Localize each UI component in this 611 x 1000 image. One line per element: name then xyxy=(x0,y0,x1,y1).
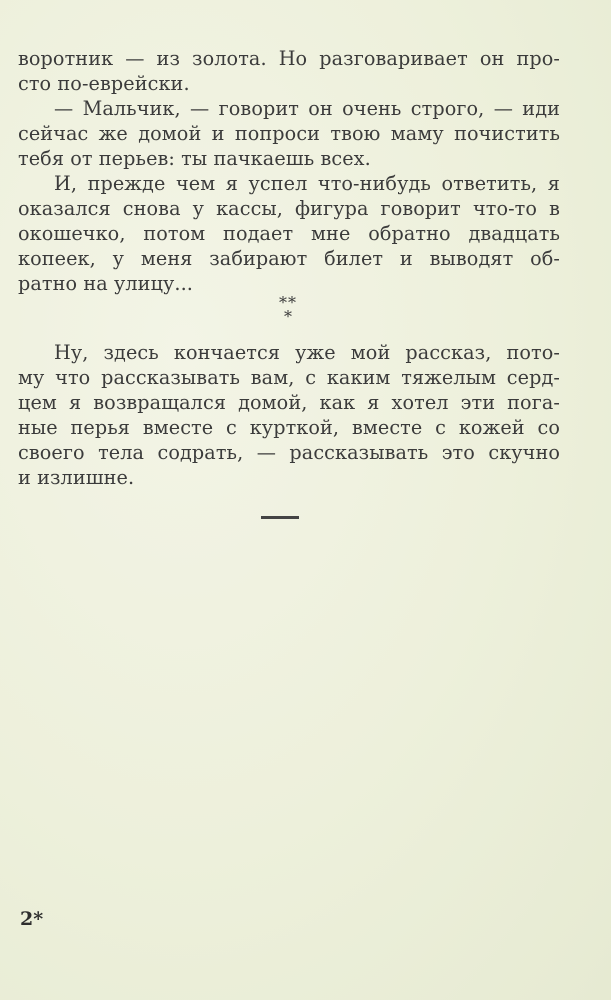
text-line: сто по-еврейски. xyxy=(18,72,190,95)
text-block-top xyxy=(18,46,560,296)
text-line: ные перья вместе с курткой, вместе с кожей со xyxy=(18,416,560,439)
text-line: оказался снова у кассы, фигура говорит что-то в xyxy=(18,197,560,220)
text-line: — Мальчик, — говорит он очень строго, — иди xyxy=(54,97,560,120)
signature-mark: 2* xyxy=(20,908,44,930)
text-line: копеек, у меня забирают билет и выводят об- xyxy=(18,247,560,270)
text-line: своего тела содрать, — рассказывать это скучно xyxy=(18,441,560,464)
asterism-top: ** xyxy=(279,293,297,312)
text-block-bottom xyxy=(18,340,560,490)
text-line: И, прежде чем я успел что-нибудь ответить, я xyxy=(54,172,560,195)
text-line: тебя от перьев: ты пачкаешь всех. xyxy=(18,147,371,170)
text-line: и излишне. xyxy=(18,466,135,489)
text-line: сейчас же домой и попроси твою маму почистить xyxy=(18,122,560,145)
text-line: ратно на улицу... xyxy=(18,272,193,295)
end-rule xyxy=(261,516,299,519)
text-line: Ну, здесь кончается уже мой рассказ, пото- xyxy=(54,341,560,364)
text-line: воротник — из золота. Но разговаривает он про- xyxy=(18,47,560,70)
asterism-bottom: * xyxy=(284,307,292,326)
text-line: цем я возвращался домой, как я хотел эти пога- xyxy=(18,391,560,414)
section-asterism xyxy=(270,293,306,332)
text-line: окошечко, потом подает мне обратно двадцать xyxy=(18,222,560,245)
text-line: му что рассказывать вам, с каким тяжелым серд- xyxy=(18,366,560,389)
